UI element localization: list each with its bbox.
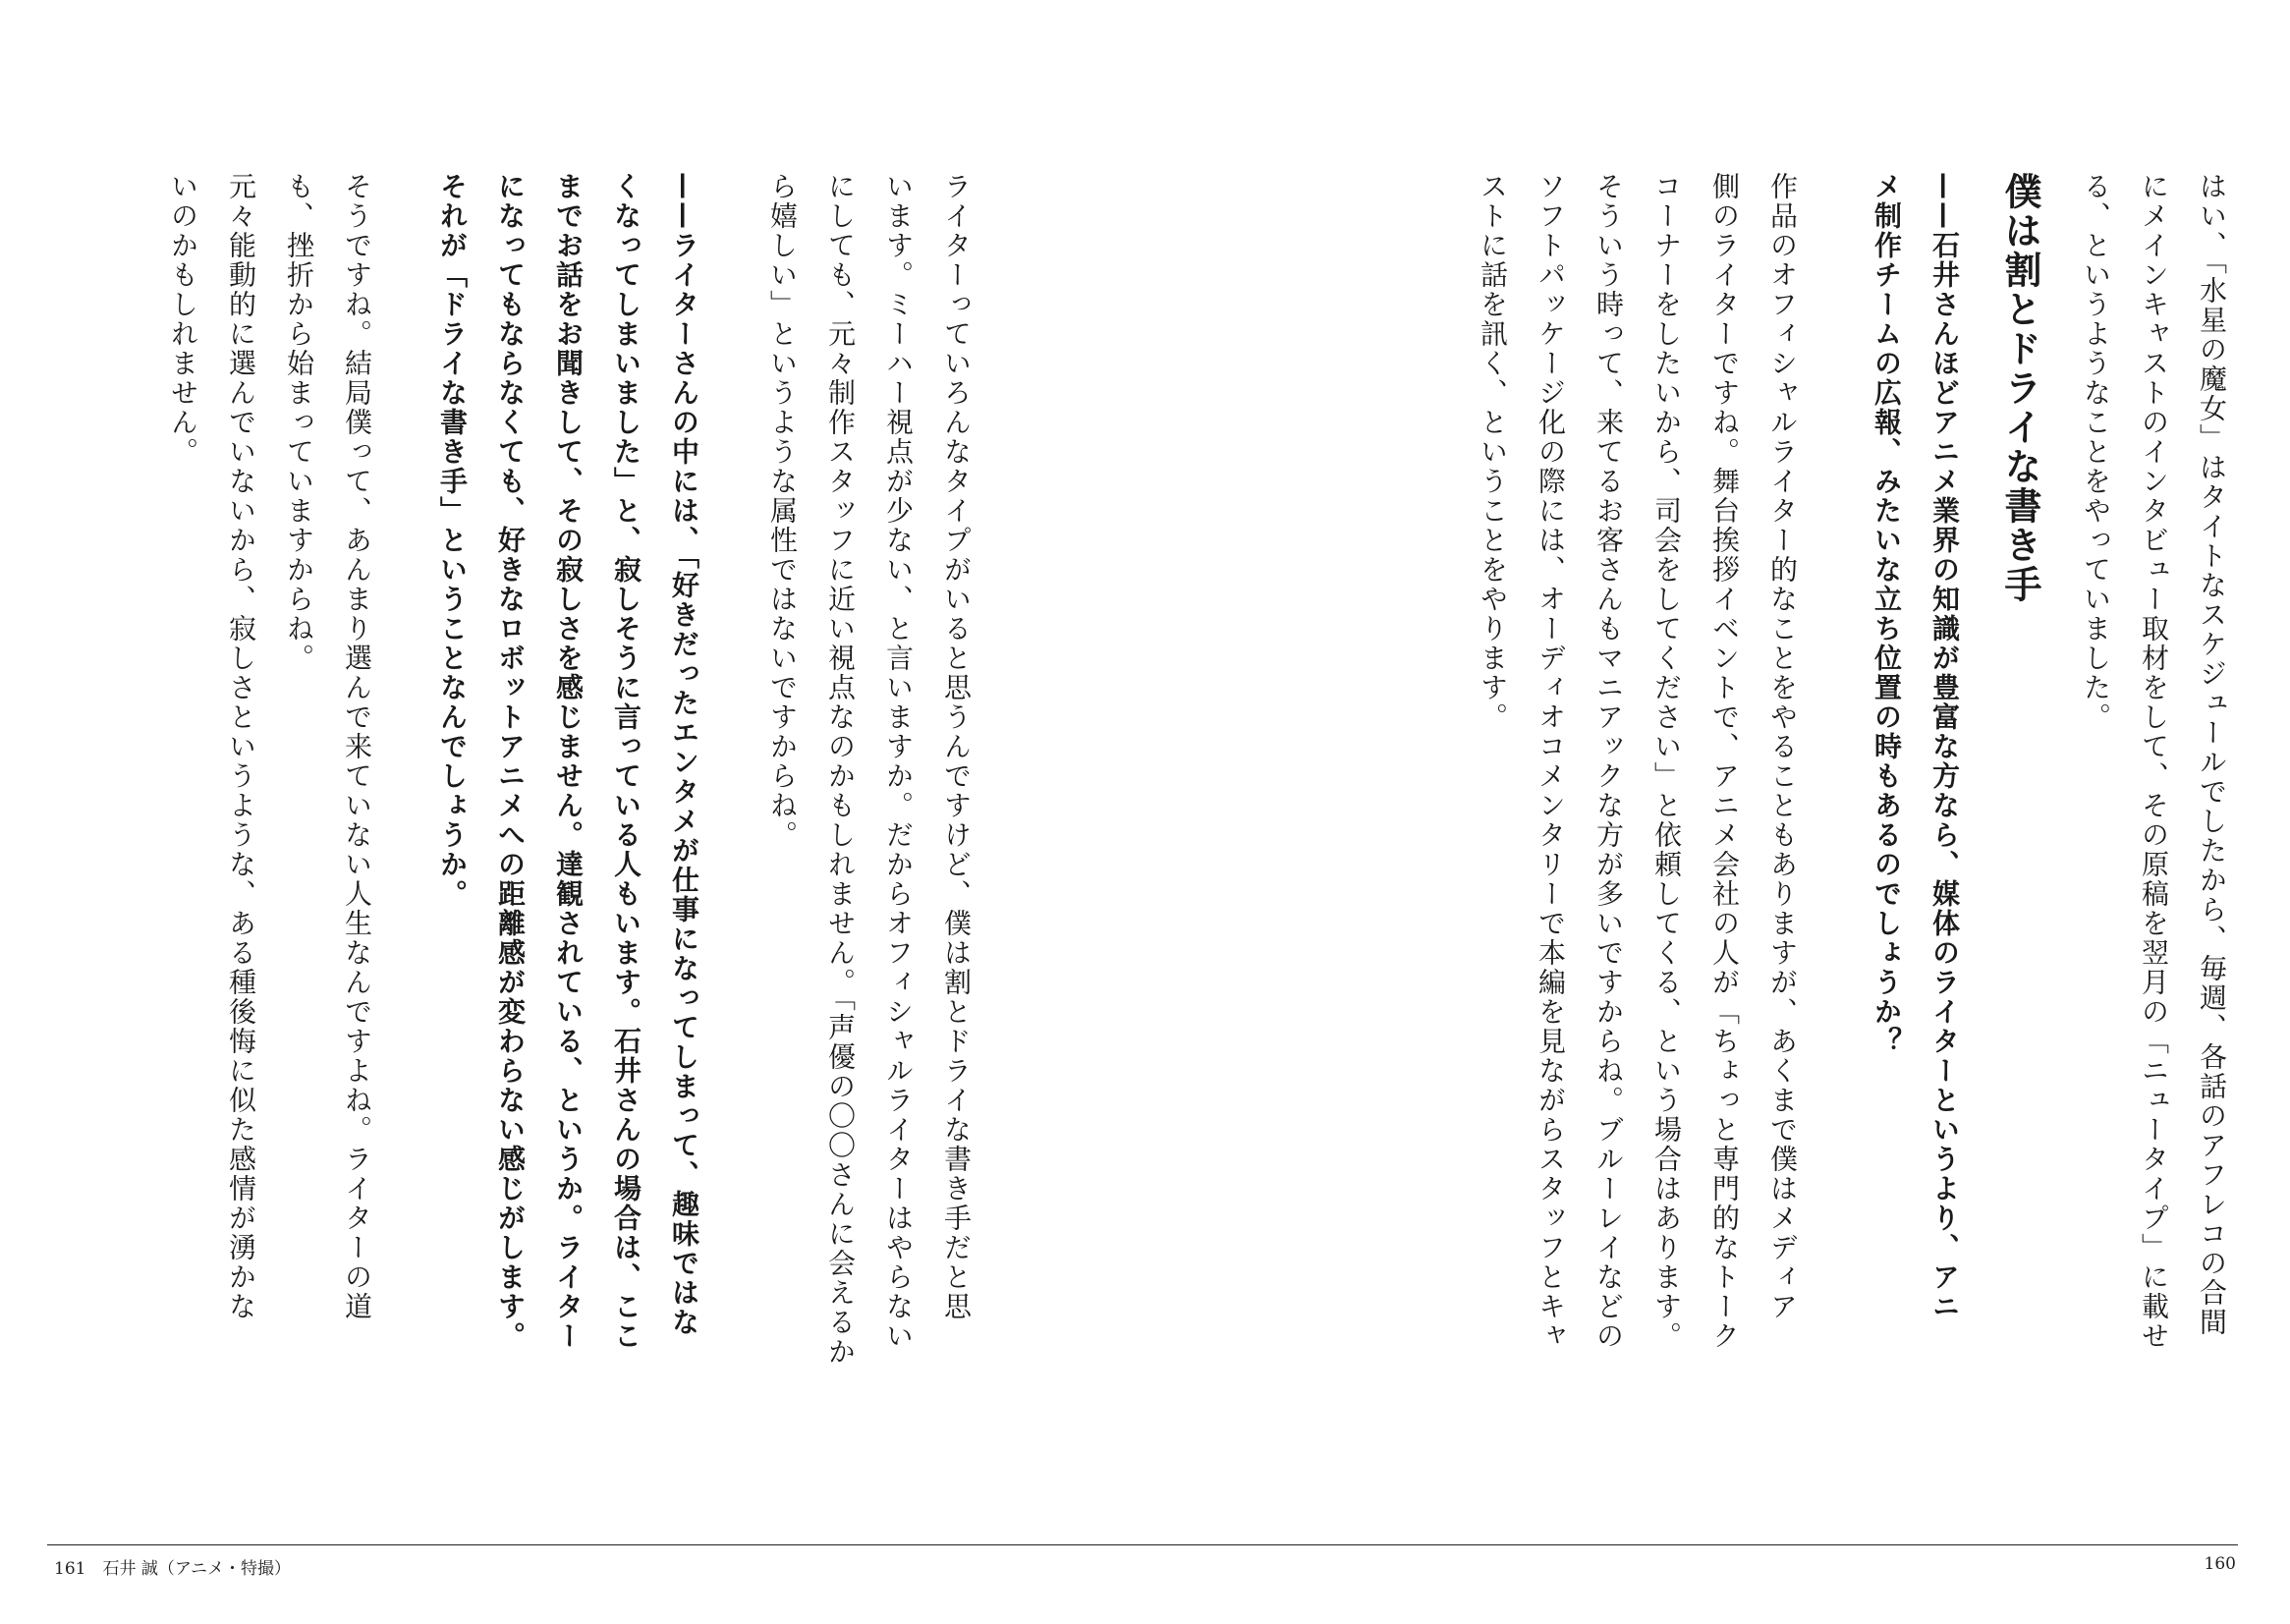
interviewer-question: ——石井さんほどアニメ業界の知識が豊富な方なら、媒体のライターというより、アニ メ制作チームの広報、みたいな立ち位置の時もあるのでしょうか？ <box>1871 172 1961 1321</box>
intro-paragraph: はい、「水星の魔女」はタイトなスケジュールでしたから、毎週、各話のアフレコの合間 にメインキャストのインタビュー取材をして、その原稿を翌月の「ニュータイプ」に載せ る、というようなことをやっていました。 <box>2080 172 2228 1351</box>
answer-paragraph-2: そうですね。結局僕って、あんまり選んで来ていない人生なんですよね。ライターの道 も、挫折から始まっていますからね。 元々能動的に選んでいないから、寂しさというような、ある種後悔に似た感情が湧かな いのかもしれません。 <box>167 172 373 1321</box>
footer-rule <box>47 1544 2238 1545</box>
left-page <box>0 0 1143 1624</box>
answer-paragraph-1: ライターっていろんなタイプがいると思うんですけど、僕は割とドライな書き手だと思 います。ミーハー視点が少ない、と言いますか。だからオフィシャルライターはやらない にしても、元々制作スタッフに近い視点なのかもしれません。「声優の〇〇さんに会えるか ら嬉しい」というような属性ではないですからね。 <box>766 172 973 1367</box>
section-heading: 僕は割とドライな書き手 <box>1998 172 2041 604</box>
right-page <box>1143 0 2290 1624</box>
answer-paragraph: 作品のオフィシャルライター的なことをやることもありますが、あくまで僕はメディア 側のライターですね。舞台挨拶イベントで、アニメ会社の人が「ちょっと専門的なトーク コーナーをしたいから、司会をしてください」と依頼してくる、という場合はあります。 そういう時って、来てるお客さんもマニアックな方が多いですからね。ブルーレイなどの ソフトパッケージ化の際には、オーディオコメンタリーで本編を見ながらスタッフとキャ ストに話を訊く、ということをやります。 <box>1477 172 1799 1351</box>
interviewer-question: ——ライターさんの中には、「好きだったエンタメが仕事になってしまって、趣味ではな くなってしまいました」と、寂しそうに言っている人もいます。石井さんの場合は、ここ までお話をお聞きして、その寂しさを感じません。達観されている、というか。ライター になってもならなくても、好きなロボットアニメへの距離感が変わらない感じがします。 それが「ドライな書き手」ということなんでしょうか。 <box>436 172 700 1351</box>
left-folio: 161 石井 誠（アニメ・特撮） <box>54 1559 292 1579</box>
right-folio: 160 <box>2204 1554 2236 1574</box>
